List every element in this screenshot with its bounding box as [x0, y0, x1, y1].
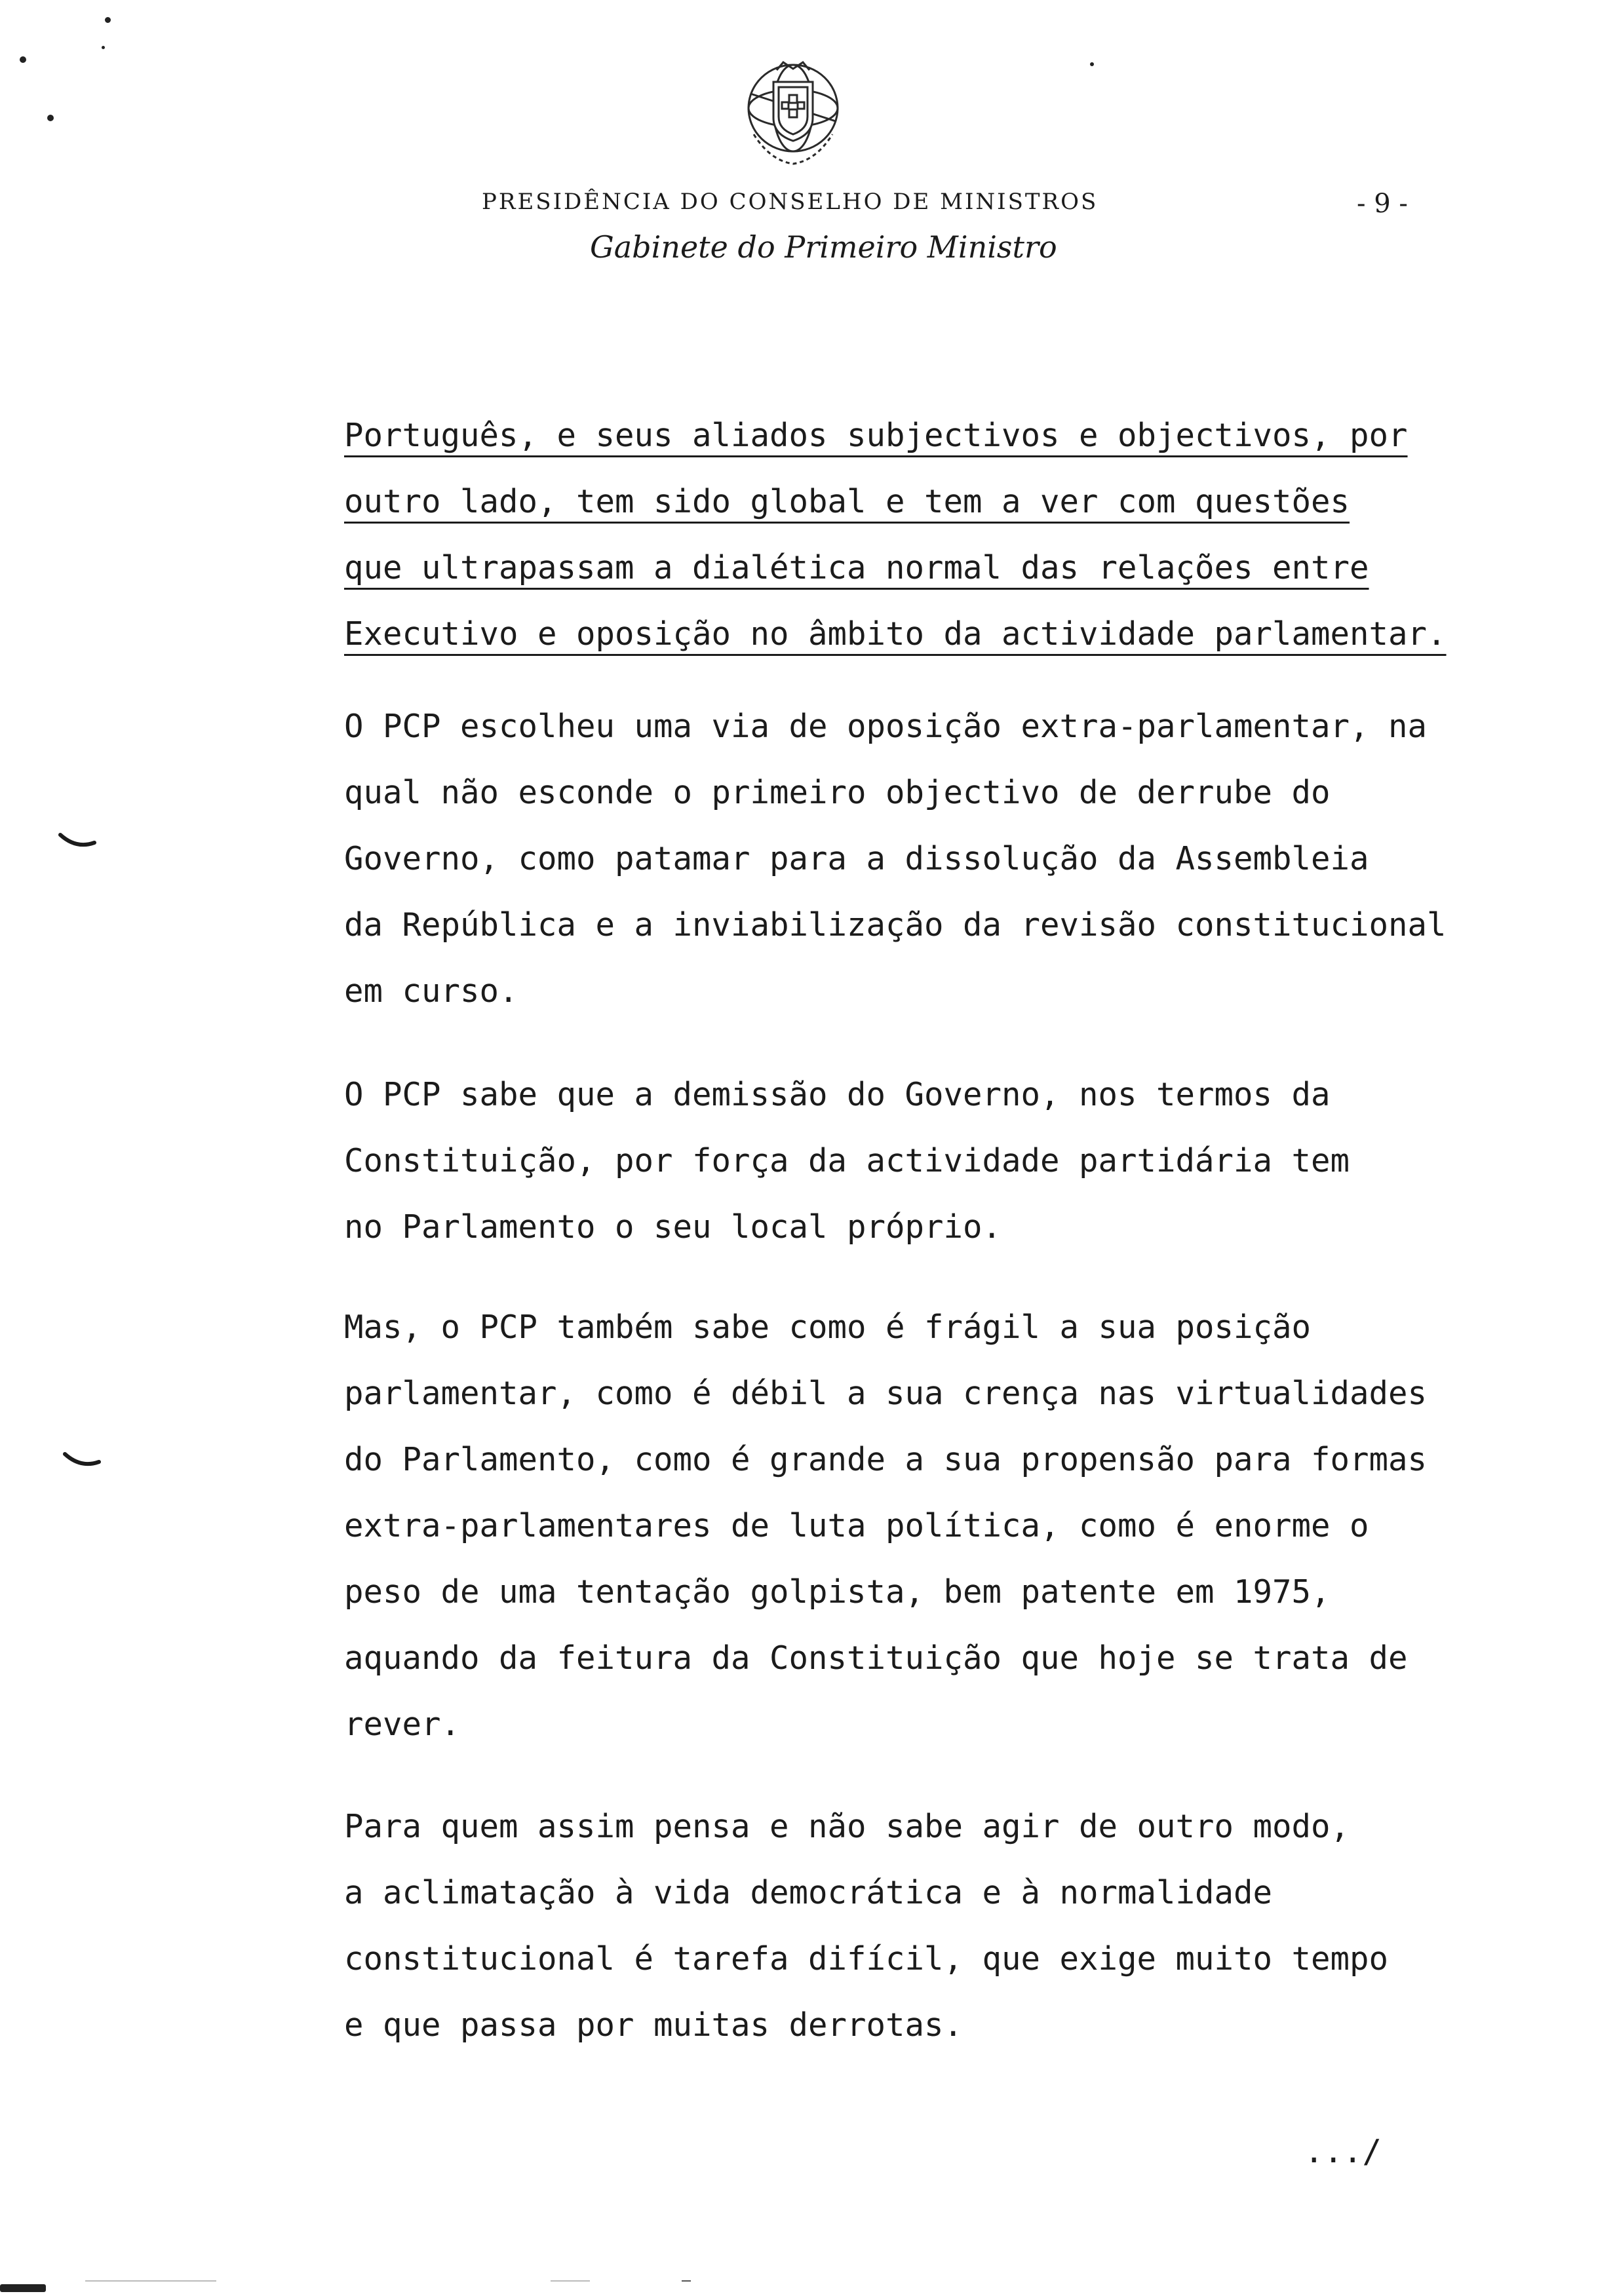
paragraph-5: [344, 1793, 1498, 2058]
page-number: - 9 -: [1357, 189, 1408, 219]
scan-speck: [1090, 62, 1094, 66]
scan-speck: [102, 46, 105, 49]
scan-speck: [47, 115, 54, 121]
binder-hole-mark: [58, 832, 97, 852]
text-line: aquando da feitura da Constituição que hoje se trata de: [344, 1639, 1408, 1677]
text-line: Executivo e oposição no âmbito da actividade parlamentar.: [344, 615, 1447, 653]
cabinet-script-heading: Gabinete do Primeiro Ministro: [590, 229, 1057, 265]
text-line: Para quem assim pensa e não sabe agir de outro modo,: [344, 1808, 1350, 1845]
paragraph-1: [344, 402, 1498, 667]
text-line: a aclimatação à vida democrática e à normalidade: [344, 1874, 1273, 1911]
binder-hole-mark: [62, 1451, 102, 1471]
text-line: constitucional é tarefa difícil, que exige muito tempo: [344, 1940, 1389, 1978]
paragraph-2: [344, 693, 1498, 1024]
paragraph-4: [344, 1294, 1498, 1757]
scan-edge-line: [551, 2280, 590, 2282]
coat-of-arms-seal: [737, 56, 849, 170]
text-line: que ultrapassam a dialética normal das relações entre: [344, 549, 1369, 586]
scan-speck: [20, 56, 26, 63]
text-line: e que passa por muitas derrotas.: [344, 2006, 963, 2044]
text-line: Português, e seus aliados subjectivos e objectivos, por: [344, 417, 1408, 454]
text-line: O PCP escolheu uma via de oposição extra-parlamentar, na: [344, 708, 1428, 745]
text-line: rever.: [344, 1706, 461, 1743]
text-line: do Parlamento, como é grande a sua propensão para formas: [344, 1441, 1428, 1478]
text-line: Mas, o PCP também sabe como é frágil a sua posição: [344, 1309, 1312, 1346]
text-line: da República e a inviabilização da revisão constitucional: [344, 906, 1447, 944]
text-line: em curso.: [344, 972, 518, 1010]
text-line: outro lado, tem sido global e tem a ver com questões: [344, 483, 1350, 520]
scan-speck: [105, 17, 111, 23]
text-line: peso de uma tentação golpista, bem patente em 1975,: [344, 1573, 1331, 1611]
text-line: parlamentar, como é débil a sua crença nas virtualidades: [344, 1375, 1428, 1412]
scan-edge-line: [85, 2280, 216, 2282]
text-line: Governo, como patamar para a dissolução da Assembleia: [344, 840, 1369, 877]
paragraph-3: [344, 1062, 1498, 1260]
continuation-marker: .../: [1304, 2133, 1382, 2170]
text-line: O PCP sabe que a demissão do Governo, nos termos da: [344, 1076, 1331, 1113]
scan-edge-line: [682, 2280, 691, 2282]
issuing-office: PRESIDÊNCIA DO CONSELHO DE MINISTROS: [482, 189, 1099, 215]
text-line: extra-parlamentares de luta política, como é enorme o: [344, 1507, 1369, 1544]
text-line: no Parlamento o seu local próprio.: [344, 1208, 1002, 1246]
text-line: qual não esconde o primeiro objectivo de derrube do: [344, 774, 1331, 811]
text-line: Constituição, por força da actividade partidária tem: [344, 1142, 1350, 1179]
scan-edge-mark: [0, 2284, 46, 2292]
